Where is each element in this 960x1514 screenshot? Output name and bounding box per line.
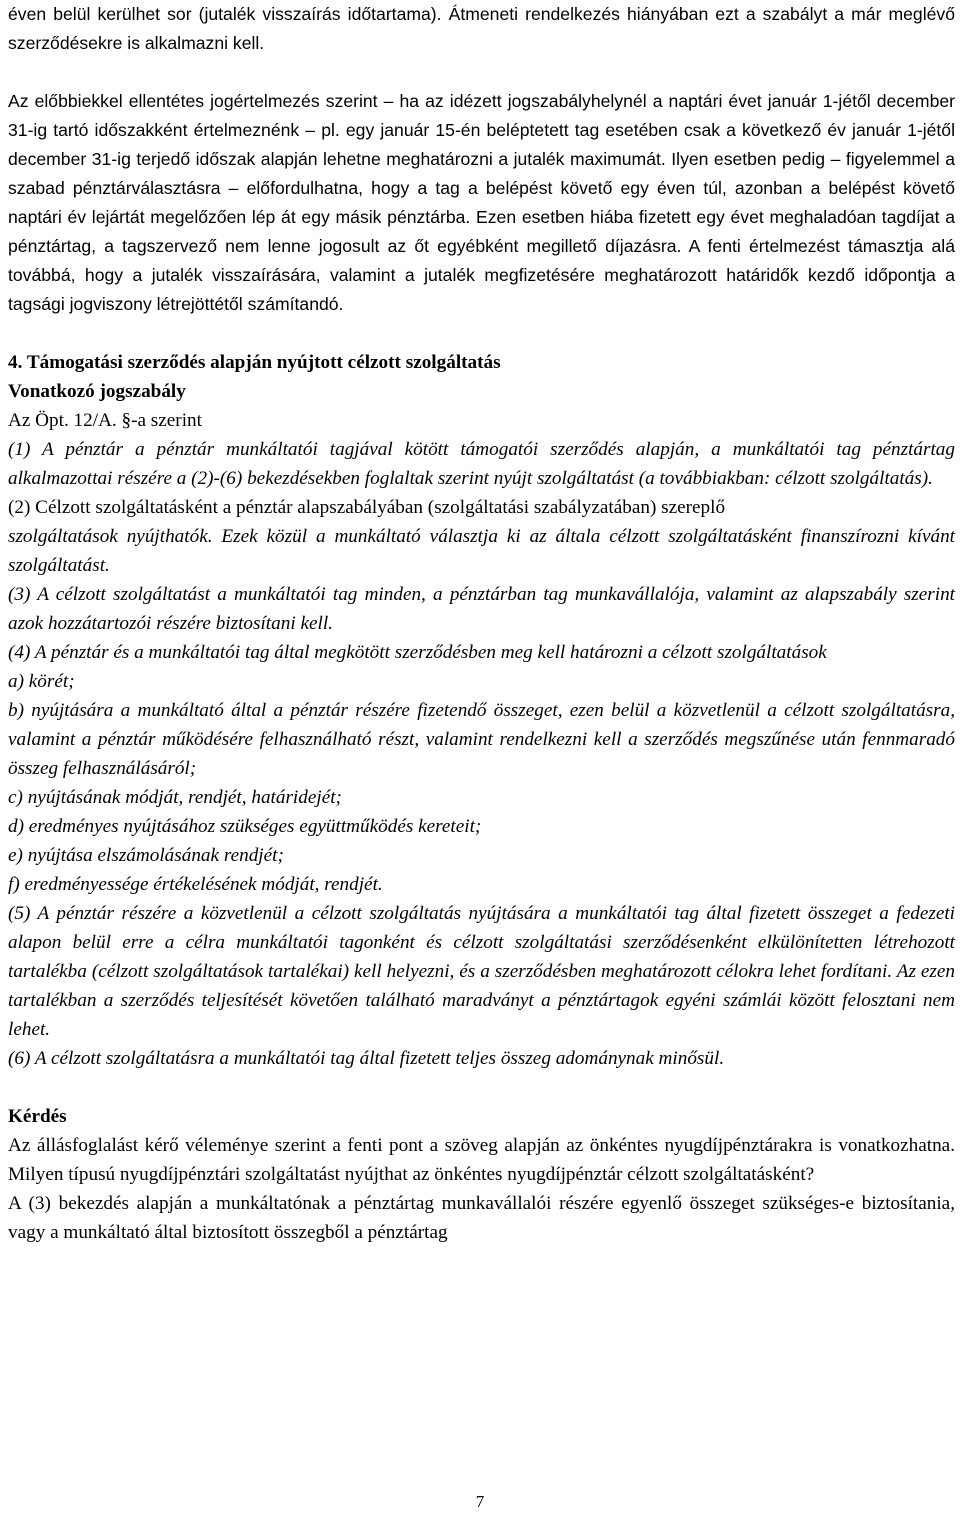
law-paragraph-6: (6) A célzott szolgáltatásra a munkáltatói tag által fizetett teljes összeg adománynak minősül. [8,1048,725,1069]
law-paragraph-3: (3) A célzott szolgáltatást a munkáltatói tag minden, a pénztárban tag munkavállalója, valamint az alapszabály szerint azok hozzátartozói részére biztosítani kell. [8,584,955,634]
law-item-f: f) eredményessége értékelésének módját, rendjét. [8,874,383,895]
spacer [8,58,955,87]
law-item-e: e) nyújtása elszámolásának rendjét; [8,845,284,866]
law-paragraph-2b: szolgáltatások nyújthatók. Ezek közül a munkáltató választja ki az általa célzott szolgáltatásként finanszírozni kívánt szolgáltatást. [8,526,955,576]
law-item-a: a) körét; [8,671,75,692]
interpretation-part-3: Ezen esetben hiába fizetett egy évet meghaladóan tagdíjat a pénztártag, a tagszervező nem lenne jogosult az őt egyébként megillető díjazásra. [8,207,956,256]
law-paragraph-5: (5) A pénztár részére a közvetlenül a célzott szolgáltatás nyújtására a munkáltatói tag által fizetett összeget a fedezeti alapon belül erre a célra munkáltatói tagonként és célzott szolgáltatási szerződésenként elkülönítetten létrehozott tartalékba (célzott szolgáltatások tartalékai) kell helyezni, és a szerződésben meghatározott célokra lehet fordítani. Az ezen tartalékban a szerződés teljesítését követően található maradványt a pénztártagok egyéni számlái között felosztani nem lehet. [8,903,955,1040]
spacer [8,1073,955,1102]
interpretation-part-4: A fenti értelmezést támasztja alá továbbá, hogy a jutalék visszaírására, valamint a jutalék megfizetésére meghatározott határidők kezdő időpontja a tagsági jogviszony létrejöttétől számítandó. [8,236,955,314]
law-reference: Az Öpt. 12/A. §-a szerint [8,410,202,431]
law-item-d: d) eredményes nyújtásához szükséges együttműködés kereteit; [8,816,482,837]
question-heading: Kérdés [8,1106,67,1127]
interpretation-part-2: Ilyen esetben pedig – figyelemmel a szabad pénztárválasztásra – előfordulhatna, hogy a tag a belépést követő egy éven túl, azonban a belépést követő naptári év lejártát megelőzően lép át egy másik pénztárba. [8,149,955,227]
law-item-b: b) nyújtására a munkáltató által a pénztár részére fizetendő összeget, ezen belül a közvetlenül a célzott szolgáltatásra, valamint a pénztár működésére felhasználható részt, valamint rendelkezni kell a szerződés megszűnése után fennmaradó összeg felhasználásáról; [8,700,955,779]
interpretation-part-1: Az előbbiekkel ellentétes jogértelmezés szerint – ha az idézett jogszabályhelynél a naptári évet január 1-jétől december 31-ig tartó időszakként értelmeznénk – pl. egy január 15-én beléptetett tag esetében csak a következő év január 1-jétől december 31-ig terjedő időszak alapján lehetne meghatározni a jutalék maximumát. [8,91,955,169]
section-subheading: Vonatkozó jogszabály [8,381,186,402]
paragraph-interpretation [8,87,955,319]
question-paragraph-2: A (3) bekezdés alapján a munkáltatónak a pénztártag munkavállalói részére egyenlő összeget szükséges-e biztosítania, vagy a munkáltató által biztosított összegből a pénztártag [8,1193,955,1243]
law-paragraph-2a: (2) Célzott szolgáltatásként a pénztár alapszabályában (szolgáltatási szabályzatában) szereplő [8,497,726,518]
law-item-c: c) nyújtásának módját, rendjét, határidejét; [8,787,342,808]
paragraph-transition-rule: éven belül kerülhet sor (jutalék visszaírás időtartama). Átmeneti rendelkezés hiányában ezt a szabályt a már meglévő szerződésekre is alkalmazni kell. [8,4,955,53]
law-paragraph-1: (1) A pénztár a pénztár munkáltatói tagjával kötött támogatói szerződés alapján, a munkáltatói tag pénztártag alkalmazottai részére a (2)-(6) bekezdésekben foglaltak szerint nyújt szolgáltatást (a továbbiakban: célzott szolgáltatás). [8,439,955,489]
section-heading: 4. Támogatási szerződés alapján nyújtott célzott szolgáltatás [8,352,501,373]
spacer [8,319,955,348]
document-page [8,0,955,1247]
page-number: 7 [475,1492,485,1511]
law-paragraph-4: (4) A pénztár és a munkáltatói tag által megkötött szerződésben meg kell határozni a célzott szolgáltatások [8,642,827,663]
question-paragraph-1: Az állásfoglalást kérő véleménye szerint a fenti pont a szöveg alapján az önkéntes nyugdíjpénztárakra is vonatkozhatna. Milyen típusú nyugdíjpénztári szolgáltatást nyújthat az önkéntes nyugdíjpénztár célzott szolgáltatásként? [8,1135,955,1185]
